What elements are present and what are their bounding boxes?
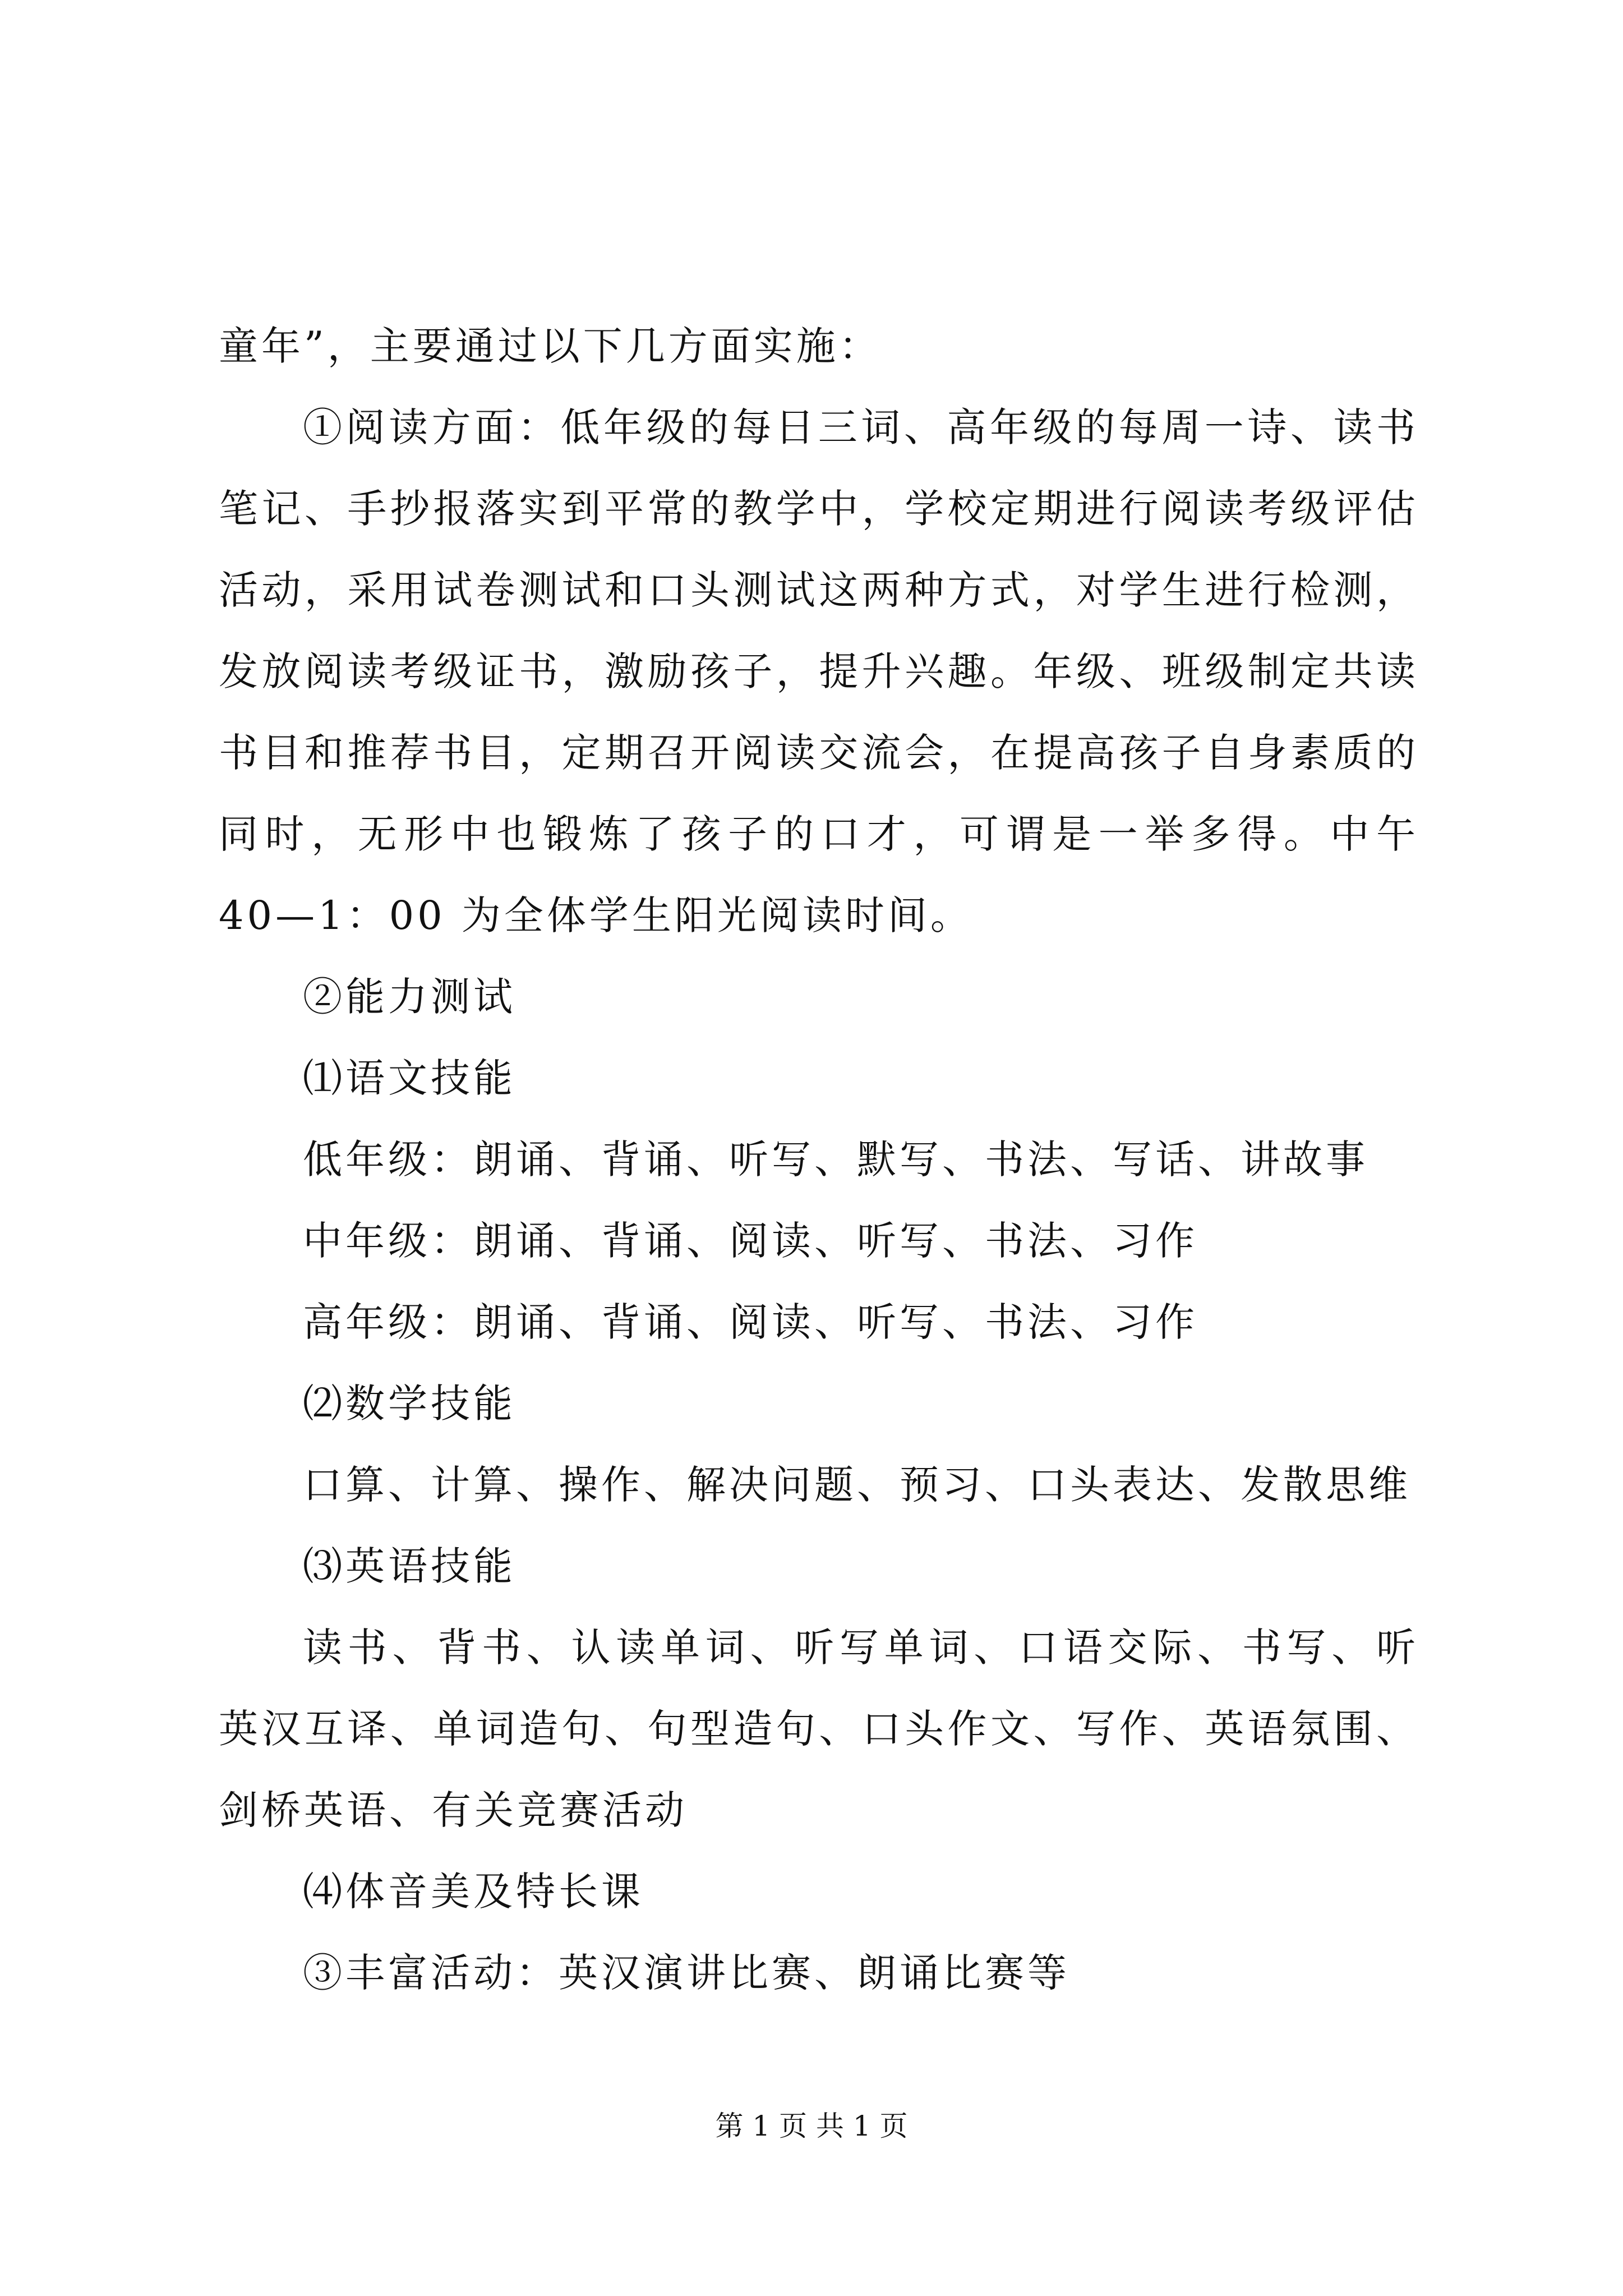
paragraph-line: ①阅读方面：低年级的每日三词、高年级的每周一诗、读书 [303, 404, 1419, 450]
subsection-heading: ⑶英语技能 [303, 1543, 516, 1589]
paragraph-line: 剑桥英语、有关竞赛活动 [219, 1787, 688, 1833]
paragraph-line: 英汉互译、单词造句、句型造句、口头作文、写作、英语氛围、 [219, 1706, 1419, 1752]
paragraph-line: 同时，无形中也锻炼了孩子的口才，可谓是一举多得。中午 [219, 811, 1419, 857]
subsection-heading: ⑷体音美及特长课 [303, 1869, 644, 1915]
document-body [219, 306, 1419, 2014]
list-item: 口算、计算、操作、解决问题、预习、口头表达、发散思维 [303, 1462, 1411, 1508]
paragraph-line: 发放阅读考级证书，激励孩子，提升兴趣。年级、班级制定共读 [219, 648, 1419, 694]
paragraph-line: 童年”，主要通过以下几方面实施： [219, 323, 882, 369]
paragraph-line: 40—1：00 为全体学生阳光阅读时间。 [219, 892, 973, 938]
list-item: 低年级：朗诵、背诵、听写、默写、书法、写话、讲故事 [303, 1137, 1368, 1182]
paragraph-line: 活动，采用试卷测试和口头测试这两种方式，对学生进行检测， [219, 567, 1419, 613]
list-item: 高年级：朗诵、背诵、阅读、听写、书法、习作 [303, 1299, 1198, 1345]
section-heading: ③丰富活动：英汉演讲比赛、朗诵比赛等 [303, 1950, 1070, 1996]
subsection-heading: ⑴语文技能 [303, 1055, 516, 1101]
paragraph-line: 笔记、手抄报落实到平常的教学中，学校定期进行阅读考级评估 [219, 486, 1419, 532]
list-item: 中年级：朗诵、背诵、阅读、听写、书法、习作 [303, 1218, 1198, 1264]
paragraph-line: 书目和推荐书目，定期召开阅读交流会，在提高孩子自身素质的 [219, 730, 1419, 776]
section-heading: ②能力测试 [303, 974, 516, 1020]
subsection-heading: ⑵数学技能 [303, 1381, 516, 1427]
page-footer: 第 1 页 共 1 页 [715, 2110, 908, 2142]
paragraph-line: 读书、背书、认读单词、听写单词、口语交际、书写、听 [303, 1625, 1419, 1671]
